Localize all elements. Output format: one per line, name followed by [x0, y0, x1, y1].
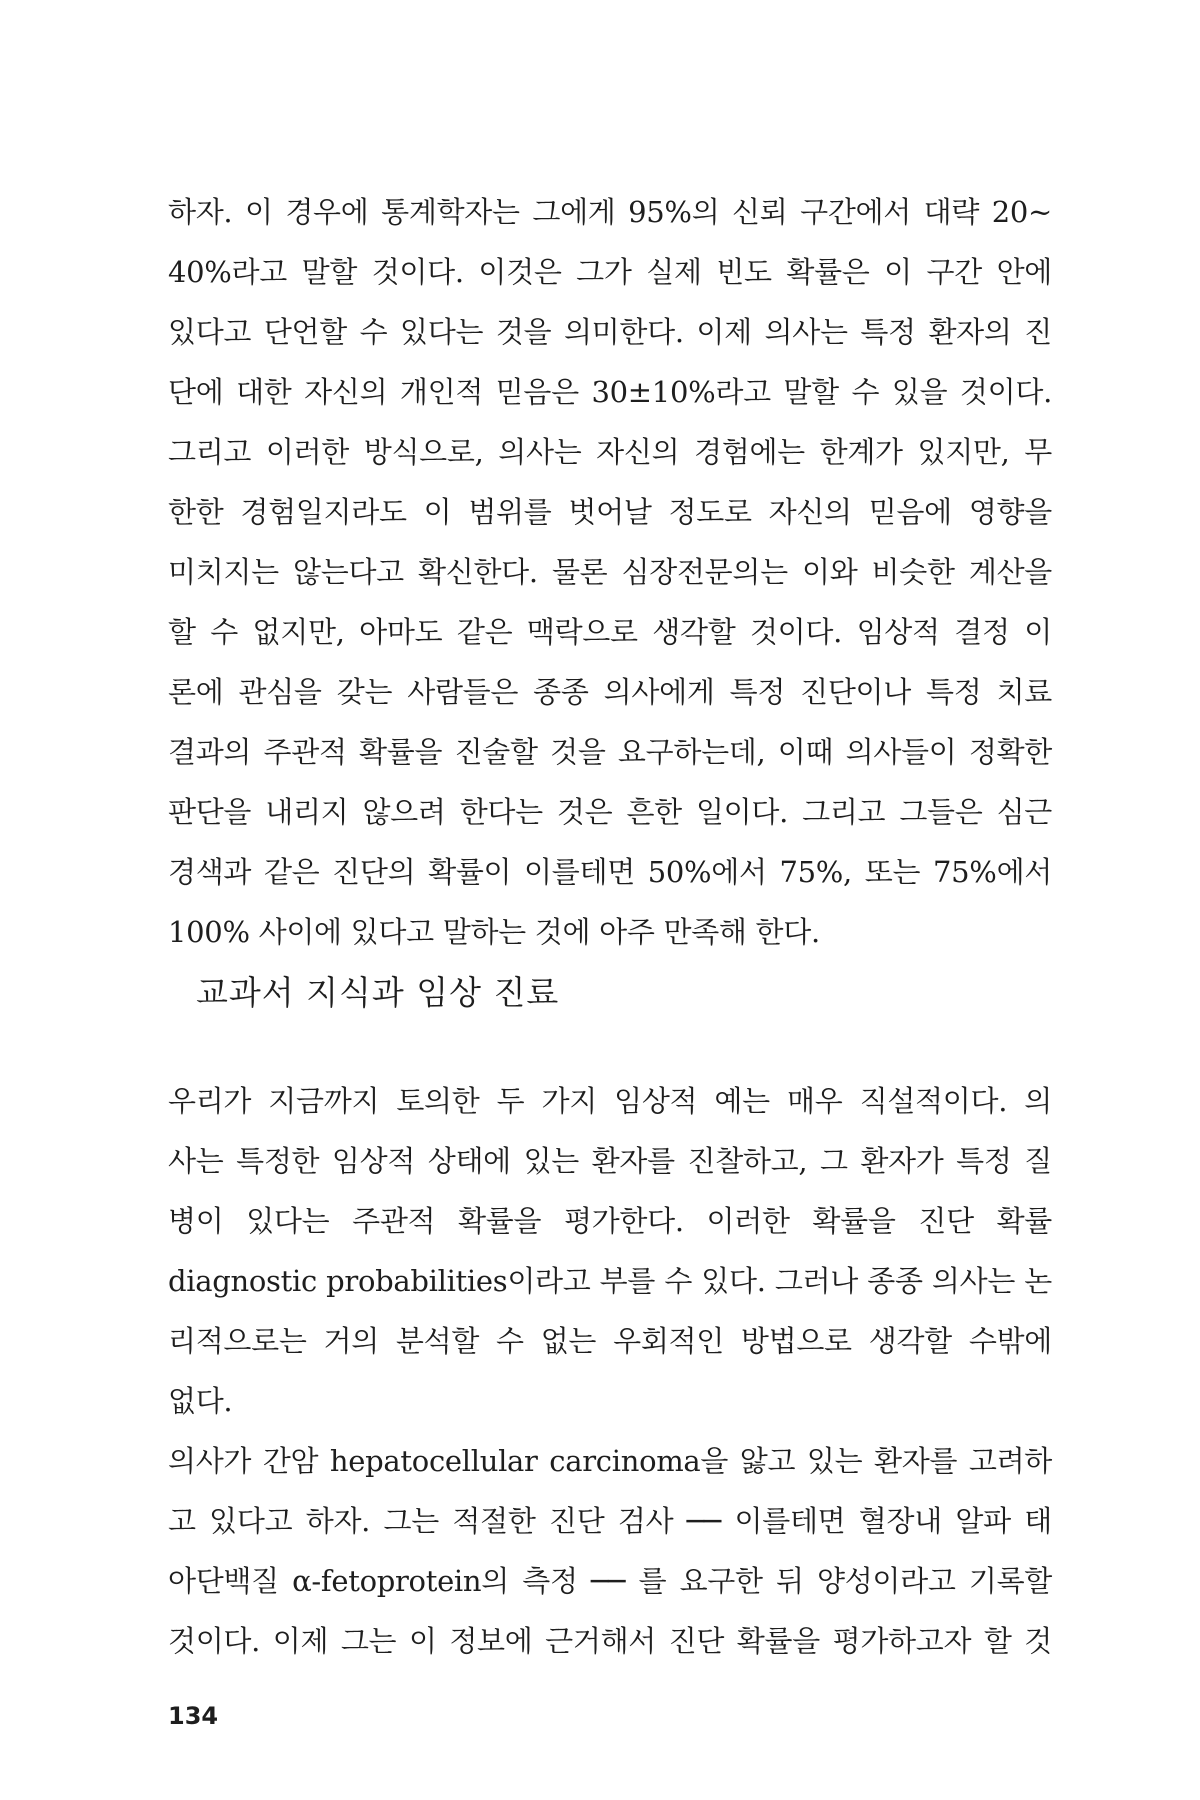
text-line: 사는 특정한 임상적 상태에 있는 환자를 진찰하고, 그 환자가 특정 질 — [168, 1144, 1052, 1178]
section-heading: 교과서 지식과 임상 진료 — [196, 973, 560, 1012]
text-line: 없다. — [168, 1384, 233, 1418]
text-line: diagnostic probabilities이라고 부를 수 있다. 그러나 종종 의사는 논 — [168, 1264, 1052, 1298]
text-line: 단에 대한 자신의 개인적 믿음은 30±10%라고 말할 수 있을 것이다. — [168, 375, 1052, 409]
text-line: 있다고 단언할 수 있다는 것을 의미한다. 이제 의사는 특정 환자의 진 — [168, 315, 1052, 349]
text-line: 것이다. 이제 그는 이 정보에 근거해서 진단 확률을 평가하고자 할 것 — [168, 1624, 1052, 1658]
text-line: 우리가 지금까지 토의한 두 가지 임상적 예는 매우 직설적이다. 의 — [168, 1084, 1052, 1118]
text-line: 병이 있다는 주관적 확률을 평가한다. 이러한 확률을 진단 확률 — [168, 1204, 1052, 1238]
text-line: 하자. 이 경우에 통계학자는 그에게 95%의 신뢰 구간에서 대략 20~ — [168, 195, 1052, 229]
page-number: 134 — [168, 1702, 219, 1730]
text-line: 고 있다고 하자. 그는 적절한 진단 검사 ── 이를테면 혈장내 알파 태 — [168, 1504, 1052, 1538]
text-line: 미치지는 않는다고 확신한다. 물론 심장전문의는 이와 비슷한 계산을 — [168, 555, 1052, 589]
text-line: 판단을 내리지 않으려 한다는 것은 흔한 일이다. 그리고 그들은 심근 — [168, 795, 1052, 829]
text-line: 결과의 주관적 확률을 진술할 것을 요구하는데, 이때 의사들이 정확한 — [168, 735, 1052, 769]
text-line: 리적으로는 거의 분석할 수 없는 우회적인 방법으로 생각할 수밖에 — [168, 1324, 1052, 1358]
text-line: 론에 관심을 갖는 사람들은 종종 의사에게 특정 진단이나 특정 치료 — [168, 675, 1052, 709]
text-line: 아단백질 α-fetoprotein의 측정 ── 를 요구한 뒤 양성이라고 기록할 — [168, 1564, 1052, 1598]
text-line: 의사가 간암 hepatocellular carcinoma을 앓고 있는 환자를 고려하 — [168, 1444, 1052, 1478]
text-line: 할 수 없지만, 아마도 같은 맥락으로 생각할 것이다. 임상적 결정 이 — [168, 615, 1052, 649]
text-line: 경색과 같은 진단의 확률이 이를테면 50%에서 75%, 또는 75%에서 — [168, 855, 1052, 889]
text-line: 한한 경험일지라도 이 범위를 벗어날 정도로 자신의 믿음에 영향을 — [168, 495, 1052, 529]
text-line: 100% 사이에 있다고 말하는 것에 아주 만족해 한다. — [168, 915, 820, 949]
text-line: 그리고 이러한 방식으로, 의사는 자신의 경험에는 한계가 있지만, 무 — [168, 435, 1052, 469]
text-line: 40%라고 말할 것이다. 이것은 그가 실제 빈도 확률은 이 구간 안에 — [168, 255, 1052, 289]
